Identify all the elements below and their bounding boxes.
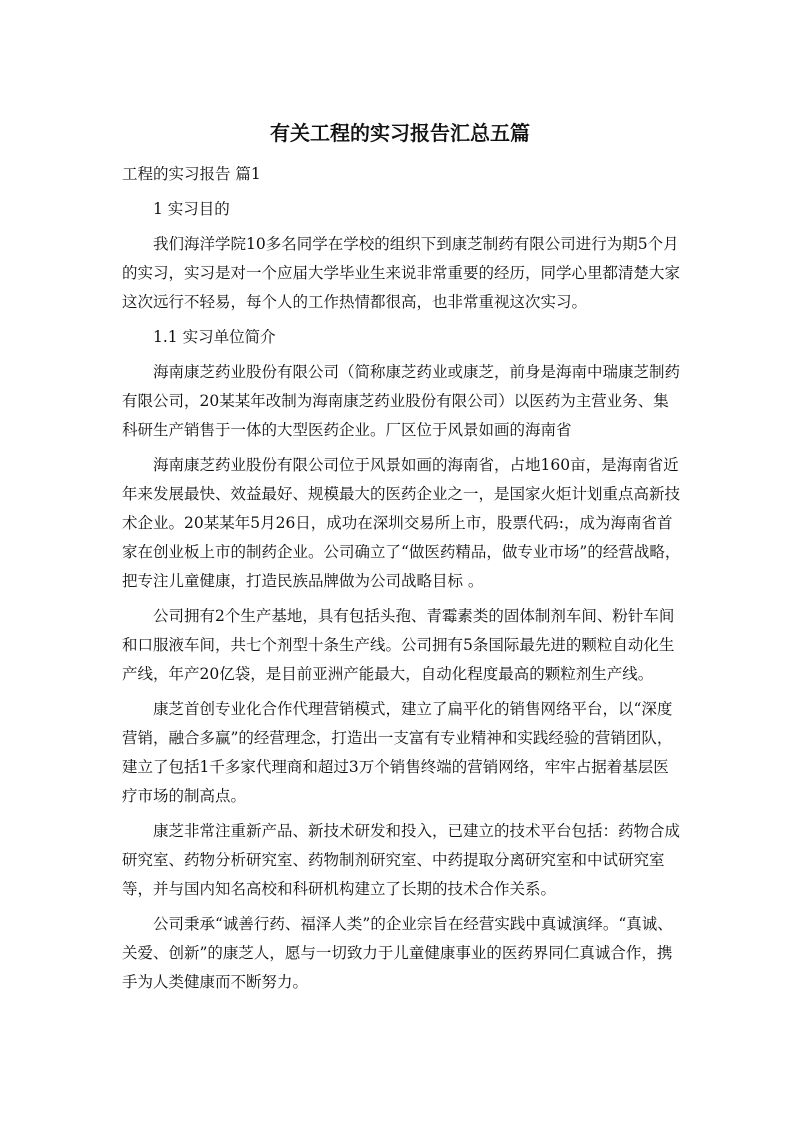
paragraph-marketing: 康芝首创专业化合作代理营销模式，建立了扁平化的销售网络平台，以“深度营销，融合多赢”的经营理念，打造出一支富有专业精神和实践经验的营销团队，建立了包括1千多家代理商和超过3万个销售终端的营销网络，牢牢占据着基层医疗市场的制高点。 — [122, 700, 673, 805]
heading-internship-purpose: 1 实习目的 — [153, 200, 230, 218]
section-label: 工程的实习报告 篇1 — [122, 165, 261, 183]
document-title: 有关工程的实习报告汇总五篇 — [270, 121, 530, 145]
document-body — [122, 160, 682, 997]
paragraph-research: 康芝非常注重新产品、新技术研发和投入，已建立的技术平台包括：药物合成研究室、药物分析研究室、药物制剂研究室、中药提取分离研究室和中试研究室等，并与国内知名高校和科研机构建立了长期的技术合作关系。 — [122, 822, 681, 898]
paragraph-production: 公司拥有2个生产基地，具有包括头孢、青霉素类的固体制剂车间、粉针车间和口服液车间，共七个剂型十条生产线。公司拥有5条国际最先进的颗粒自动化生产线，年产20亿袋，是目前亚洲产能最大，自动化程度最高的颗粒剂生产线。 — [122, 607, 675, 683]
paragraph-company-overview: 海南康芝药业股份有限公司（简称康芝药业或康芝，前身是海南中瑞康芝制药有限公司，20某某年改制为海南康芝药业股份有限公司）以医药为主营业务、集科研生产销售于一体的大型医药企业。厂区位于风景如画的海南省 — [122, 363, 681, 439]
paragraph-purpose: 我们海洋学院10多名同学在学校的组织下到康芝制药有限公司进行为期5个月的实习，实习是对一个应届大学毕业生来说非常重要的经历，同学心里都清楚大家这次远行不轻易，每个人的工作热情都很高，也非常重视这次实习。 — [122, 235, 681, 311]
paragraph-mission: 公司秉承“诚善行药、福泽人类”的企业宗旨在经营实践中真诚演绎。“真诚、关爱、创新”的康芝人，愿与一切致力于儿童健康事业的医药界同仁真诚合作，携手为人类健康而不断努力。 — [122, 915, 673, 991]
paragraph-company-location: 海南康芝药业股份有限公司位于风景如画的海南省，占地160亩，是海南省近年来发展最快、效益最好、规模最大的医药企业之一，是国家火炬计划重点高新技术企业。20某某年5月26日，成功在深圳交易所上市，股票代码:，成为海南省首家在创业板上市的制药企业。公司确立了“做医药精品，做专业市场”的经营战略，把专注儿童健康，打造民族品牌做为公司战略目标 。 — [122, 456, 681, 590]
heading-company-intro: 1.1 实习单位简介 — [153, 328, 276, 346]
